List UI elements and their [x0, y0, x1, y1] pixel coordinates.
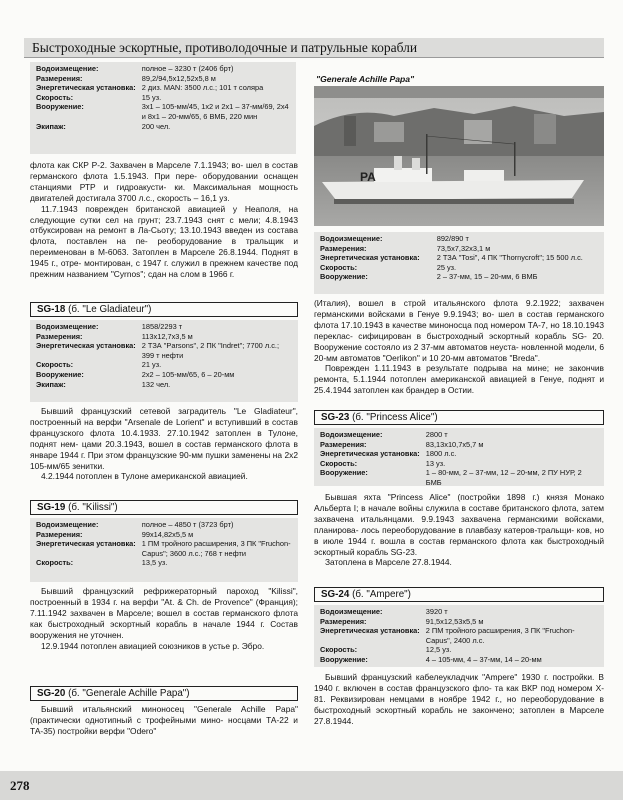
spec-key: Экипаж: — [36, 379, 66, 389]
text-sg19 — [30, 586, 298, 651]
ship-former-name: (б. "Kilissi") — [68, 502, 118, 513]
ship-photo — [314, 86, 604, 226]
spec-value: 2800 т — [425, 430, 448, 439]
spec-value: 1800 л.с. — [425, 449, 457, 459]
spec-value: 25 уз. — [436, 262, 457, 272]
spec-value: 2 – 37-мм, 15 – 20-мм, 6 ВМБ — [436, 272, 538, 282]
spec-table — [36, 322, 292, 389]
spec-table — [36, 520, 292, 568]
ship-former-name: (б. "Generale Achille Papa") — [68, 688, 190, 699]
spec-key: Размерения: — [320, 243, 367, 253]
paragraph: Бывшая яхта "Princess Alice" (постройки 1898 г.) князя Монако Альберта I; в начале войны служила в составе британского флота, затем захвачена итальянцами. 9.9.1943 захвачена германскими войсками, планирова- лось переоборудование в плавбазу катеров-тральщи- ков, но в июле 1944 г. вошла в состав германского флота как быстроходный эскортный корабль SG-23. — [314, 492, 604, 557]
spec-value: 3х1 – 105-мм/45, 1х2 и 2х1 – 37-мм/69, 2х4 и 8х1 – 20-мм/65, 6 ВМБ, 220 мин — [141, 102, 289, 121]
spec-value: 113х12,7х3,5 м — [141, 331, 193, 341]
spec-box-previous-ship — [30, 62, 296, 154]
spec-value: 83,13х10,7х5,7 м — [425, 439, 484, 449]
spec-row — [320, 449, 598, 459]
spec-value: 99х14,82х5,5 м — [141, 529, 194, 539]
spec-key: Размерения: — [320, 616, 367, 626]
spec-row — [36, 530, 292, 540]
spec-value: 4 – 105-мм, 4 – 37-мм, 14 – 20-мм — [425, 654, 542, 664]
spec-key: Водоизмещение: — [320, 234, 383, 243]
spec-key: Водоизмещение: — [36, 520, 99, 529]
ship-former-name: (б. "Princess Alice") — [352, 412, 438, 423]
ship-code: SG-23 — [321, 412, 350, 423]
spec-row — [320, 440, 598, 450]
paragraph: (Италия), вошел в строй итальянского флота 9.2.1922; захвачен германскими войсками в Генуе 9.9.1943; во- шел в состав германского флота 17.10.1943 в качестве миноносца под номером ТА-7, но 18.10.1943 переклас- сифицирован в быстроходный эскортный корабль SG- 20. Вооружение состояло из 2 37-мм автоматов неуста- новленной модели, 6 20-мм автоматов "Oerlikon" и 10 20-мм автоматов "Breda". — [314, 298, 604, 363]
spec-row — [36, 360, 292, 370]
spec-key: Вооружение: — [36, 369, 84, 379]
spec-row — [36, 380, 292, 390]
paragraph: 12.9.1944 потоплен авиацией союзников в устье р. Эбро. — [41, 640, 265, 651]
spec-key: Водоизмещение: — [320, 607, 383, 616]
page-number: 278 — [10, 778, 30, 793]
spec-box-sg23 — [314, 428, 604, 486]
spec-key: Размерения: — [320, 439, 367, 449]
text-sg20 — [30, 704, 298, 737]
spec-row — [320, 607, 598, 617]
spec-row — [320, 272, 598, 282]
spec-row — [320, 253, 598, 263]
text-sg24 — [314, 672, 604, 727]
spec-value: 12,5 уз. — [425, 645, 452, 655]
ship-code: SG-20 — [37, 688, 66, 699]
spec-key: Размерения: — [36, 73, 83, 83]
spec-value: полное – 3230 т (2406 брт) — [141, 64, 234, 73]
spec-table — [320, 607, 598, 665]
spec-row — [36, 93, 290, 103]
spec-key: Скорость: — [320, 458, 358, 468]
spec-row — [320, 234, 598, 244]
ship-code: SG-18 — [37, 304, 66, 315]
spec-key: Энергетическая установка: — [320, 253, 420, 263]
spec-value: 2 ТЗА "Тоsi", 4 ПК "Thornycroft"; 15 500 л.с. — [436, 253, 583, 263]
spec-row — [36, 332, 292, 342]
spec-row — [36, 102, 290, 121]
spec-key: Энергетическая установка: — [320, 449, 420, 459]
spec-row — [320, 459, 598, 469]
paragraph: Бывший французский сетевой заградитель "Le Gladiateur", построенный на верфи "Arsenale de Lorient" и вступивший в состав французского флота 10.4.1933. 27.10.1942 затоплен в Тулоне, поднят нем- цами 20.3.1943, вошел в состав германского флота в январе 1944 г. При этом французские 90-мм пушки заменены на 2х2 105-мм/65 зенитки. — [30, 406, 298, 471]
text-sg18 — [30, 406, 298, 482]
spec-key: Скорость: — [36, 92, 74, 102]
spec-key: Энергетическая установка: — [36, 539, 136, 549]
section-title-sg18 — [30, 302, 298, 317]
spec-value: 13 уз. — [425, 458, 446, 468]
spec-value: 132 чел. — [141, 379, 171, 389]
photo-caption: "Generale Achille Papa" — [316, 74, 415, 84]
paragraph: 11.7.1943 поврежден британской авиацией у Неаполя, на следующие сутки сел на грунт; 23.7.1943 снят с мели; 4.8.1943 отбуксирован на ремонт в Ла-Сьоту; 13.10.1943 введен из состава флота, поставлен на пе- реоборудование в тральщик и переименован в М-6063. Затоплен в Марселе 26.8.1944. Поднят в 1945 г., отре- монтирован, с 1947 г. служил в прежнем качестве под прежним названием "Cyrnos"; сдан на слом в 1966 г. — [30, 203, 298, 280]
spec-table — [320, 234, 598, 282]
paragraph: Бывший итальянский миноносец "Generale Achille Papa" (практически однотипный с трофейными мино- носцами ТА-22 и ТА-35) постройки верфи "Odero" — [30, 704, 298, 736]
spec-row — [36, 370, 292, 380]
spec-row — [320, 244, 598, 254]
spec-key: Вооружение: — [320, 468, 368, 478]
spec-table — [320, 430, 598, 488]
spec-value: 89,2/94,5х12,52х5,8 м — [141, 73, 216, 83]
ship-former-name: (б. "Le Gladiateur") — [68, 304, 152, 315]
spec-key: Вооружение: — [320, 654, 368, 664]
spec-value: 15 уз. — [141, 92, 162, 102]
section-title-sg24 — [314, 587, 604, 602]
spec-row — [36, 558, 292, 568]
bottom-band — [0, 771, 623, 800]
spec-key: Размерения: — [36, 529, 83, 539]
spec-box-sg19 — [30, 518, 298, 582]
spec-key: Скорость: — [36, 558, 74, 568]
spec-value: 2х2 – 105-мм/65, 6 – 20-мм — [141, 369, 235, 379]
spec-value: 3920 т — [425, 607, 448, 616]
spec-row — [36, 341, 292, 360]
spec-box-sg18 — [30, 320, 298, 402]
text-previous-ship — [30, 160, 298, 280]
spec-key: Скорость: — [320, 645, 358, 655]
section-title-sg19 — [30, 500, 298, 515]
spec-box-papa — [314, 232, 604, 294]
ship-photo-illustration — [314, 86, 604, 226]
spec-value: 2 ТЗА "Parsons", 2 ПК "Indret"; 7700 л.с.; 399 т нефти — [141, 341, 280, 360]
spec-value: 73,5х7,32х3,1 м — [436, 243, 491, 253]
spec-value: 2 диз. MAN: 3500 л.с.; 101 т солярa — [141, 83, 264, 93]
spec-value: 91,5х12,53х5,5 м — [425, 616, 484, 626]
spec-value: полное – 4850 т (3723 брт) — [141, 520, 234, 529]
paragraph: Затоплена в Марселе 27.8.1944. — [325, 557, 452, 568]
paragraph: флота как СКР Р-2. Захвачен в Марселе 7.1.1943; во- шел в состав германского флота 1.5.1943. При пере- оборудовании оснащен станциями РТР и гидроакусти- ки. Максимальная мощность двигателей достигала 3700 л.с., скорость – 16,1 уз. — [30, 160, 298, 203]
spec-row — [36, 520, 292, 530]
spec-key: Энергетическая установка: — [36, 341, 136, 351]
spec-key: Водоизмещение: — [36, 322, 99, 331]
spec-value: 21 уз. — [141, 360, 162, 370]
text-sg23 — [314, 492, 604, 568]
running-header: Быстроходные эскортные, противолодочные и патрульные корабли — [24, 38, 604, 58]
spec-value: 1 – 80-мм, 2 – 37-мм, 12 – 20-мм, 2 ПУ НУР, 2 БМБ — [425, 468, 582, 487]
spec-value: 2 ПМ тройного расширения, 3 ПК "Fruchon-Capus", 2400 л.с. — [425, 626, 575, 645]
spec-row — [36, 83, 290, 93]
spec-key: Размерения: — [36, 331, 83, 341]
spec-row — [36, 122, 290, 132]
spec-table — [36, 64, 290, 131]
ship-former-name: (б. "Ampere") — [352, 589, 411, 600]
spec-row — [36, 64, 290, 74]
spec-value: 13,5 уз. — [141, 558, 168, 568]
paragraph: Бывший французский кабелеукладчик "Ampere" 1930 г. постройки. В 1940 г. включен в состав французского фло- та как ВКР под номером X-81. Реквизирован немцами в ноябре 1942 г., но переоборудование в быстроходный эскортный корабль не закончено; затоплен в Марселе 27.8.1944. — [314, 672, 604, 726]
spec-key: Вооружение: — [320, 272, 368, 282]
spec-row — [320, 468, 598, 487]
spec-key: Скорость: — [320, 262, 358, 272]
hull-number-label: PA — [360, 170, 376, 184]
spec-row — [320, 617, 598, 627]
spec-value: 200 чел. — [141, 121, 171, 131]
section-title-sg23 — [314, 410, 604, 425]
paragraph: Бывший французский рефрижераторный пароход "Kilissi", построенный в 1934 г. на верфи "At. & Ch. de Provence" (Франция); 7.11.1942 захвачен в Марселе; вошел в состав германского флота как быстроходный эскортный корабль в начале 1944 г. Состав вооружения не уточнен. — [30, 586, 298, 640]
spec-row — [320, 430, 598, 440]
spec-row — [320, 626, 598, 645]
spec-row — [36, 539, 292, 558]
spec-box-sg24 — [314, 605, 604, 667]
spec-key: Водоизмещение: — [36, 64, 99, 73]
spec-key: Скорость: — [36, 360, 74, 370]
spec-key: Энергетическая установка: — [36, 83, 136, 93]
text-papa — [314, 298, 604, 396]
spec-key: Водоизмещение: — [320, 430, 383, 439]
section-title-sg20 — [30, 686, 298, 701]
spec-value: 1858/2293 т — [141, 322, 183, 331]
ship-code: SG-19 — [37, 502, 66, 513]
spec-row — [320, 655, 598, 665]
spec-value: 1 ПМ тройного расширения, 3 ПК "Fruchon-Capus"; 3600 л.с.; 768 т нефти — [141, 539, 291, 558]
spec-row — [36, 322, 292, 332]
spec-row — [36, 74, 290, 84]
spec-row — [320, 263, 598, 273]
spec-key: Вооружение: — [36, 102, 84, 112]
spec-key: Энергетическая установка: — [320, 626, 420, 636]
paragraph: 4.2.1944 потоплен в Тулоне американской авиацией. — [41, 471, 248, 482]
spec-key: Экипаж: — [36, 121, 66, 131]
paragraph: Поврежден 1.11.1943 в результате подрыва на мине; не закончив ремонта, 5.1.1944 потоплен американской авиацией в Генуе, поднят и 25.4.1944 затоплен как брандер в Остии. — [314, 363, 604, 396]
spec-row — [320, 645, 598, 655]
ship-code: SG-24 — [321, 589, 350, 600]
spec-value: 892/890 т — [436, 234, 469, 243]
